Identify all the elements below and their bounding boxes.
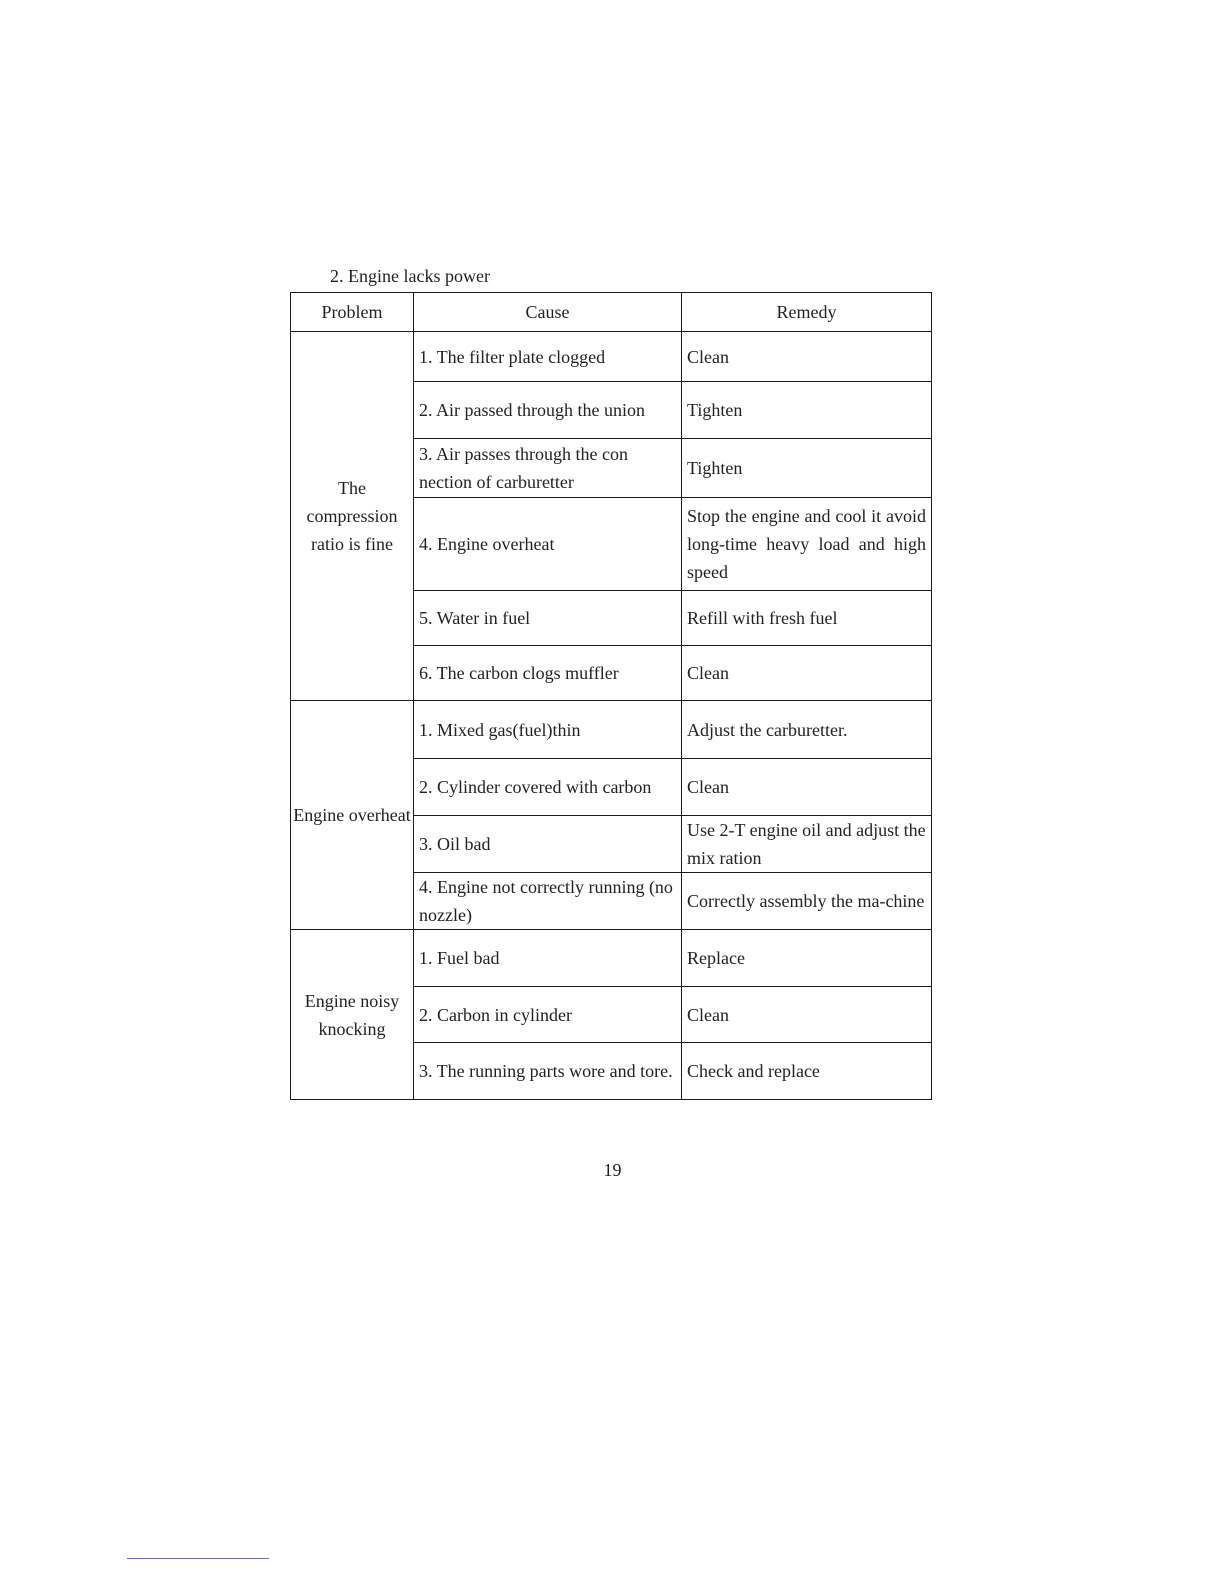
troubleshooting-table xyxy=(290,292,932,1100)
header-cause: Cause xyxy=(414,293,682,332)
cause-cell: 3. Air passes through the con nection of carburetter xyxy=(414,439,682,498)
cause-cell: 1. Fuel bad xyxy=(414,930,682,987)
cause-cell: 4. Engine not correctly running (no nozzle) xyxy=(414,873,682,930)
table-row xyxy=(291,332,932,382)
remedy-cell: Clean xyxy=(682,646,932,701)
remedy-cell: Clean xyxy=(682,332,932,382)
cause-cell: 5. Water in fuel xyxy=(414,591,682,646)
table-row xyxy=(291,930,932,987)
remedy-cell: Clean xyxy=(682,987,932,1043)
cause-cell: 2. Cylinder covered with carbon xyxy=(414,759,682,816)
cause-cell: 6. The carbon clogs muffler xyxy=(414,646,682,701)
cause-cell: 4. Engine overheat xyxy=(414,498,682,591)
remedy-cell: Refill with fresh fuel xyxy=(682,591,932,646)
cause-cell: 3. The running parts wore and tore. xyxy=(414,1043,682,1100)
cause-cell: 1. Mixed gas(fuel)thin xyxy=(414,701,682,759)
cause-cell: 2. Air passed through the union xyxy=(414,382,682,439)
remedy-cell: Replace xyxy=(682,930,932,987)
remedy-cell: Clean xyxy=(682,759,932,816)
problem-cell: Engine noisy knocking xyxy=(291,930,414,1100)
remedy-cell: Check and replace xyxy=(682,1043,932,1100)
footer-link-underline[interactable] xyxy=(127,1558,269,1559)
remedy-cell: Stop the engine and cool it avoid long-time heavy load and high speed xyxy=(682,498,932,591)
header-problem: Problem xyxy=(291,293,414,332)
remedy-cell: Use 2-T engine oil and adjust the mix ration xyxy=(682,816,932,873)
cause-cell: 2. Carbon in cylinder xyxy=(414,987,682,1043)
remedy-cell: Tighten xyxy=(682,382,932,439)
problem-cell: Engine overheat xyxy=(291,701,414,930)
problem-cell: The compression ratio is fine xyxy=(291,332,414,701)
cause-cell: 1. The filter plate clogged xyxy=(414,332,682,382)
cause-cell: 3. Oil bad xyxy=(414,816,682,873)
remedy-cell: Correctly assembly the ma-chine xyxy=(682,873,932,930)
table-header-row xyxy=(291,293,932,332)
section-title: 2. Engine lacks power xyxy=(330,266,490,286)
header-remedy: Remedy xyxy=(682,293,932,332)
page-number: 19 xyxy=(603,1160,622,1180)
table-row xyxy=(291,701,932,759)
remedy-cell: Adjust the carburetter. xyxy=(682,701,932,759)
remedy-cell: Tighten xyxy=(682,439,932,498)
